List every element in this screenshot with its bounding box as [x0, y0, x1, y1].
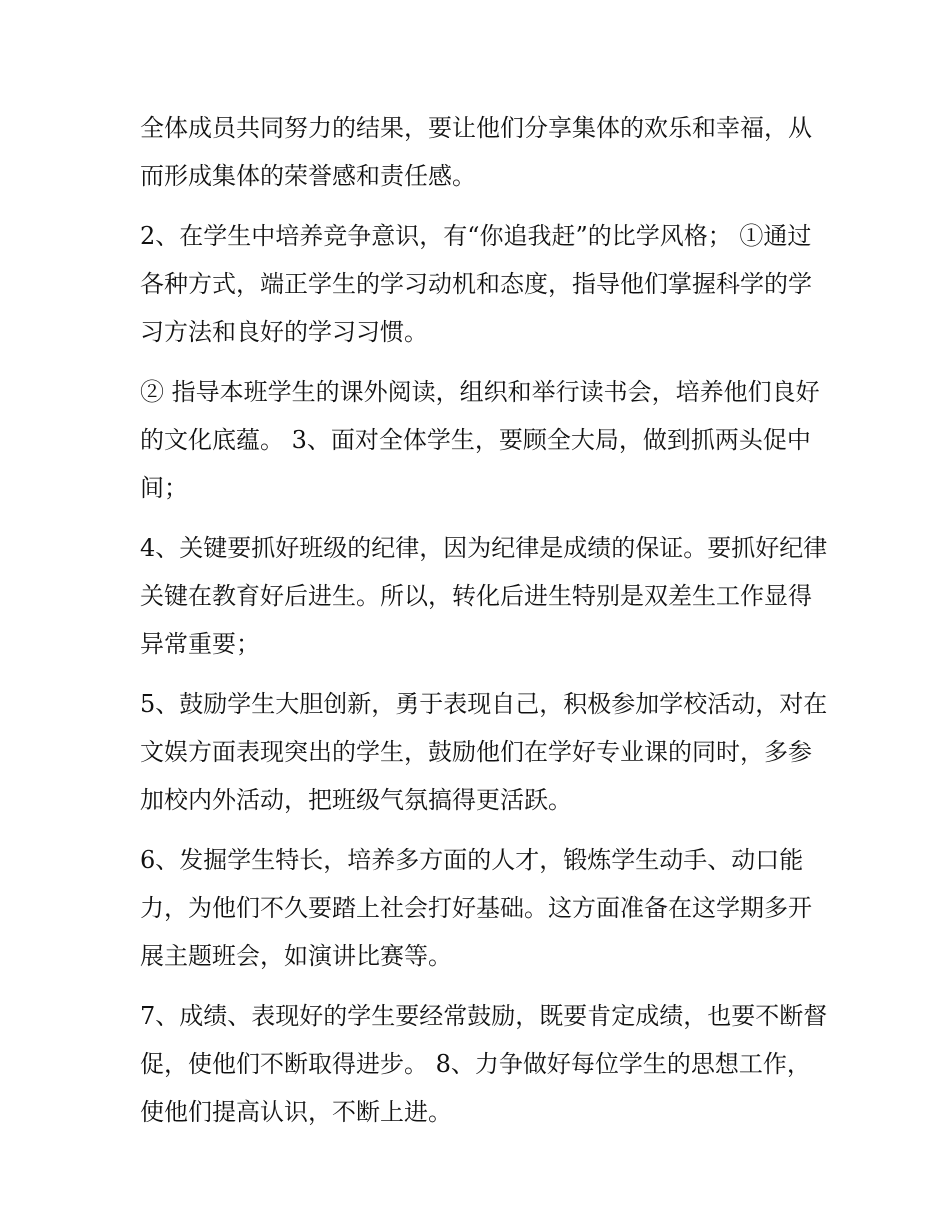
document-body [140, 104, 830, 1148]
paragraph-6: 6、发掘学生特长，培养多方面的人才，锻炼学生动手、动口能力，为他们不久要踏上社会打好基础。这方面准备在这学期多开展主题班会，如演讲比赛等。 [140, 846, 812, 970]
paragraph-5: 5、鼓励学生大胆创新，勇于表现自己，积极参加学校活动，对在文娱方面表现突出的学生，鼓励他们在学好专业课的同时，多参加校内外活动，把班级气氛搞得更活跃。 [140, 690, 828, 814]
paragraph-7: 7、成绩、表现好的学生要经常鼓励，既要肯定成绩，也要不断督促，使他们不断取得进步。 8、力争做好每位学生的思想工作，使他们提高认识，不断上进。 [140, 1002, 828, 1126]
paragraph-4: 4、关键要抓好班级的纪律，因为纪律是成绩的保证。要抓好纪律关键在教育好后进生。所以，转化后进生特别是双差生工作显得异常重要； [140, 534, 828, 658]
paragraph-2: 2、在学生中培养竞争意识，有“你追我赶”的比学风格； ①通过各种方式，端正学生的学习动机和态度，指导他们掌握科学的学习方法和良好的学习习惯。 [140, 222, 812, 346]
paragraph-3: ② 指导本班学生的课外阅读，组织和举行读书会，培养他们良好的文化底蕴。 3、面对全体学生，要顾全大局，做到抓两头促中间； [140, 378, 820, 502]
paragraph-1: 全体成员共同努力的结果，要让他们分享集体的欢乐和幸福，从而形成集体的荣誉感和责任感。 [140, 114, 812, 190]
